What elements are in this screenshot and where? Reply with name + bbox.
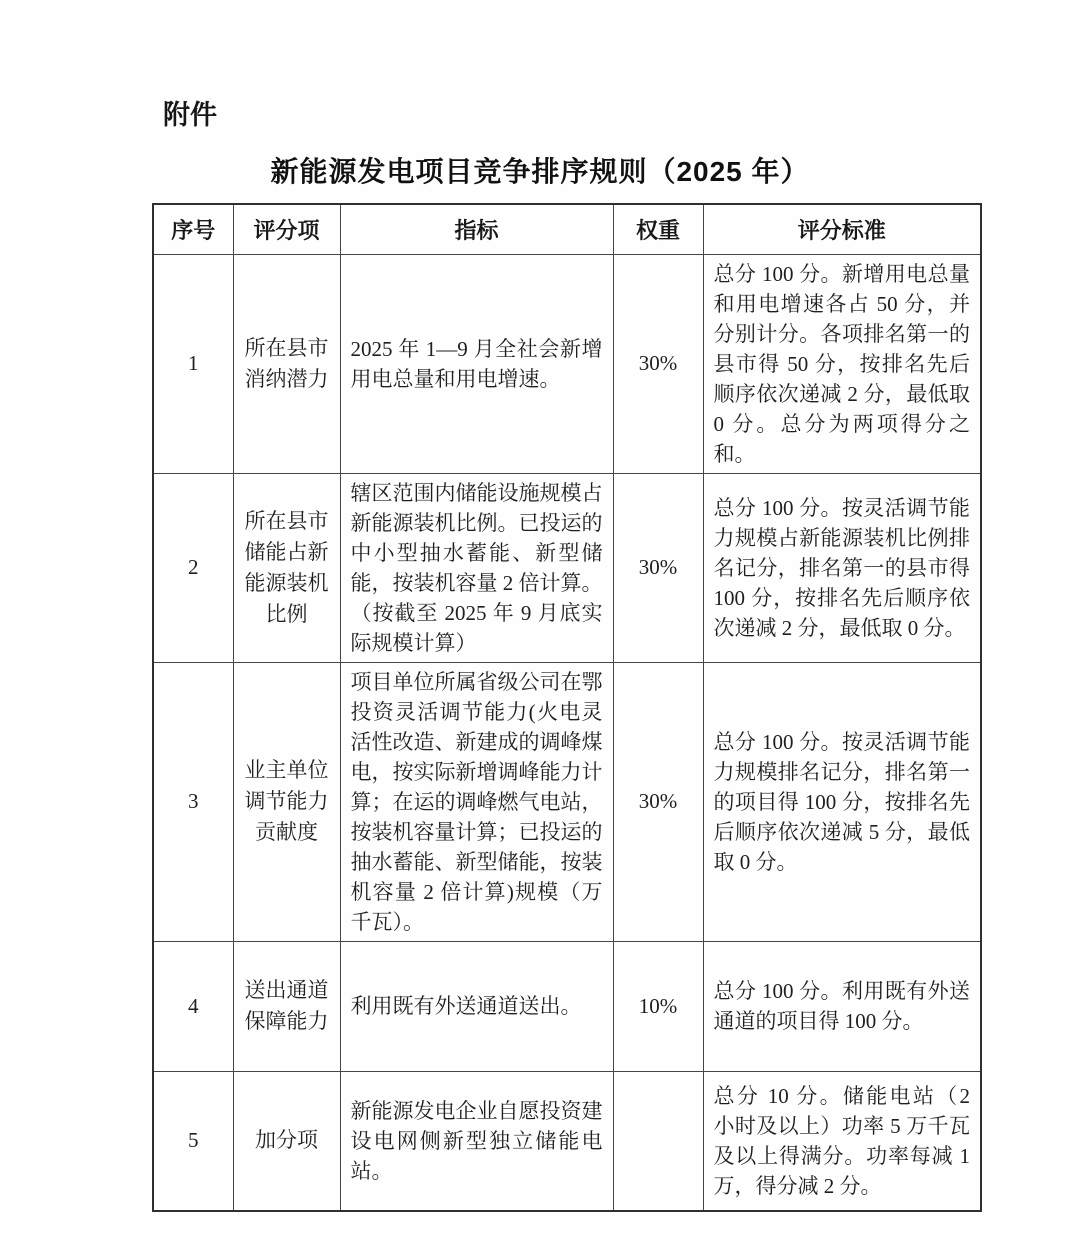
table-row: [153, 1071, 981, 1211]
cell-no: 3: [153, 662, 233, 941]
cell-weight: [613, 1071, 703, 1211]
cell-indicator: 2025 年 1—9 月全社会新增用电总量和用电增速。: [340, 254, 613, 473]
table-row: [153, 254, 981, 473]
cell-weight: 30%: [613, 254, 703, 473]
header-item: 评分项: [233, 204, 340, 254]
cell-indicator: 辖区范围内储能设施规模占新能源装机比例。已投运的中小型抽水蓄能、新型储能，按装机容量 2 倍计算。（按截至 2025 年 9 月底实际规模计算）: [340, 473, 613, 662]
table-row: [153, 941, 981, 1071]
table-row: [153, 473, 981, 662]
cell-indicator: 项目单位所属省级公司在鄂投资灵活调节能力(火电灵活性改造、新建成的调峰煤电，按实际新增调峰能力计算；在运的调峰燃气电站，按装机容量计算；已投运的抽水蓄能、新型储能，按装机容量 2 倍计算)规模（万千瓦）。: [340, 662, 613, 941]
cell-item: 所在县市储能占新能源装机比例: [233, 473, 340, 662]
cell-item: 送出通道保障能力: [233, 941, 340, 1071]
header-criteria: 评分标准: [703, 204, 981, 254]
cell-criteria: 总分 100 分。新增用电总量和用电增速各占 50 分，并分别计分。各项排名第一的县市得 50 分，按排名先后顺序依次递减 2 分，最低取 0 分。总分为两项得分之和。: [703, 254, 981, 473]
cell-weight: 30%: [613, 473, 703, 662]
attachment-label: 附件: [163, 100, 217, 130]
cell-weight: 10%: [613, 941, 703, 1071]
header-weight: 权重: [613, 204, 703, 254]
cell-item: 加分项: [233, 1071, 340, 1211]
cell-no: 4: [153, 941, 233, 1071]
table-header-row: [153, 204, 981, 254]
cell-item: 所在县市消纳潜力: [233, 254, 340, 473]
header-indicator: 指标: [340, 204, 613, 254]
cell-weight: 30%: [613, 662, 703, 941]
page-title: 新能源发电项目竞争排序规则（2025 年）: [270, 156, 810, 187]
cell-criteria: 总分 10 分。储能电站（2 小时及以上）功率 5 万千瓦及以上得满分。功率每减 1 万，得分减 2 分。: [703, 1071, 981, 1211]
table-row: [153, 662, 981, 941]
cell-item: 业主单位调节能力贡献度: [233, 662, 340, 941]
cell-criteria: 总分 100 分。按灵活调节能力规模排名记分，排名第一的项目得 100 分，按排名先后顺序依次递减 5 分，最低取 0 分。: [703, 662, 981, 941]
cell-no: 1: [153, 254, 233, 473]
cell-indicator: 利用既有外送通道送出。: [340, 941, 613, 1071]
cell-no: 2: [153, 473, 233, 662]
header-no: 序号: [153, 204, 233, 254]
scoring-rules-table: [152, 203, 982, 1212]
cell-no: 5: [153, 1071, 233, 1211]
cell-indicator: 新能源发电企业自愿投资建设电网侧新型独立储能电站。: [340, 1071, 613, 1211]
cell-criteria: 总分 100 分。利用既有外送通道的项目得 100 分。: [703, 941, 981, 1071]
cell-criteria: 总分 100 分。按灵活调节能力规模占新能源装机比例排名记分，排名第一的县市得 100 分，按排名先后顺序依次递减 2 分，最低取 0 分。: [703, 473, 981, 662]
